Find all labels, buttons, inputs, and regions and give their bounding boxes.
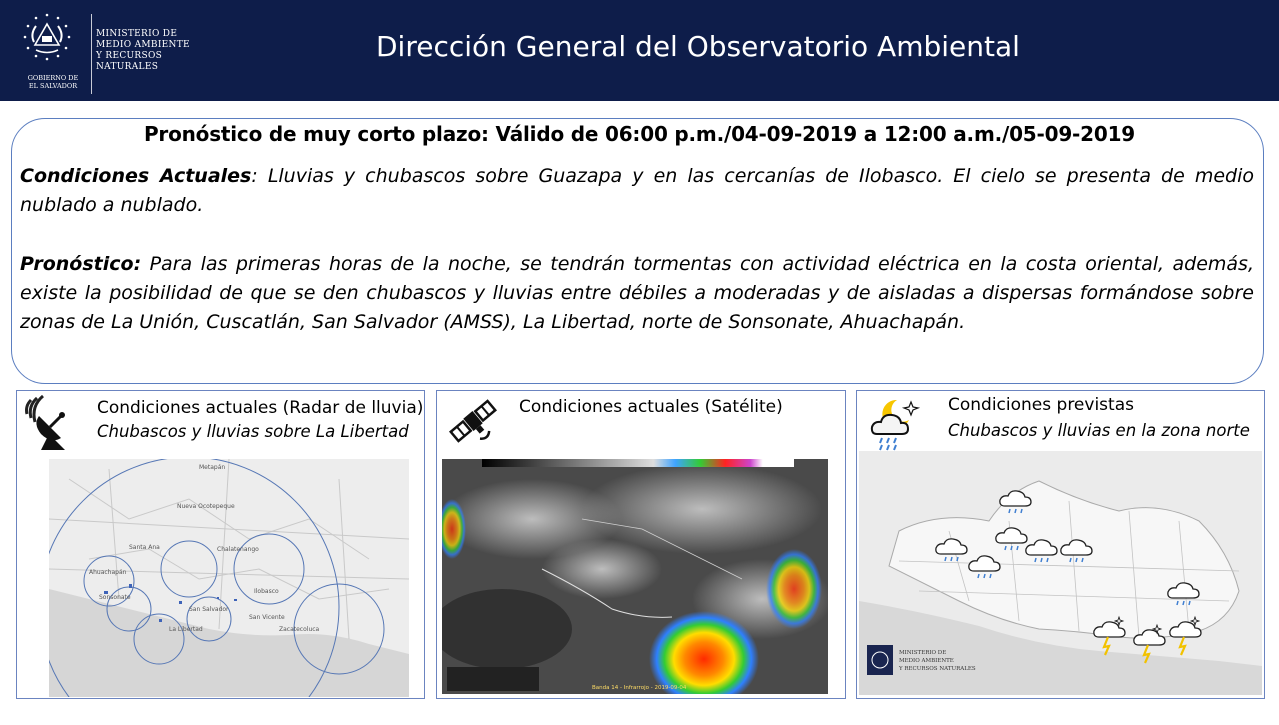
forecast-title: Pronóstico de muy corto plazo: Válido de 06:00 p.m./04-09-2019 a 12:00 a.m./05-09-2019 [143, 122, 1136, 146]
expected-panel-subtitle: Chubascos y lluvias en la zona norte [948, 421, 1250, 440]
radar-map-graphic [49, 459, 409, 697]
satellite-panel-title: Condiciones actuales (Satélite) [519, 397, 783, 417]
header-bar [0, 0, 1279, 101]
radar-panel-title: Condiciones actuales (Radar de lluvia) [97, 398, 424, 418]
satellite-icon [445, 393, 501, 449]
satellite-graphic [442, 459, 828, 694]
ministry-logo-text: Y RECURSOS NATURALES [899, 666, 976, 672]
ministry-name: MINISTERIO DE MEDIO AMBIENTE Y RECURSOS NATURALES [96, 29, 190, 72]
government-label: GOBIERNO DE EL SALVADOR [27, 74, 79, 90]
radar-place-label: Sonsonate [99, 594, 131, 601]
forecast-paragraph [20, 250, 1254, 337]
radar-place-label: Chalatenango [217, 546, 259, 553]
satellite-caption: Banda 14 - Infrarrojo - 2019-09-04 [592, 685, 687, 691]
forecast-label: Pronóstico: [20, 253, 142, 275]
forecast-map-image [859, 451, 1262, 695]
radar-place-label: Ahuachapán [89, 569, 127, 576]
radar-place-label: San Salvador [189, 606, 229, 613]
expected-panel-title: Condiciones previstas [948, 395, 1134, 415]
radar-place-label: Metapán [199, 464, 226, 471]
radar-panel [16, 390, 425, 699]
radar-panel-subtitle: Chubascos y lluvias sobre La Libertad [97, 422, 409, 441]
night-cloud-rain-icon [867, 394, 927, 454]
radar-dish-icon [21, 394, 79, 452]
satellite-panel [436, 390, 846, 699]
current-conditions-label: Condiciones Actuales [20, 165, 252, 187]
forecast-map-graphic [859, 451, 1262, 695]
expected-panel [856, 390, 1265, 699]
bottom-frame [0, 720, 1279, 725]
header-divider [91, 14, 92, 94]
page-title: Dirección General del Observatorio Ambiental [376, 30, 1020, 63]
ministry-logo-text: MINISTERIO DE [899, 650, 947, 656]
satellite-image [442, 459, 828, 694]
radar-place-label: Santa Ana [129, 544, 160, 551]
national-seal-icon [22, 12, 72, 62]
radar-place-label: Nueva Ocotepeque [177, 503, 235, 510]
radar-place-label: San Vicente [249, 614, 285, 621]
radar-place-label: Zacatecoluca [279, 626, 320, 633]
radar-map-image [49, 459, 409, 697]
radar-place-label: Ilobasco [254, 588, 279, 595]
current-conditions-text: : Lluvias y chubascos sobre Guazapa y en las cercanías de Ilobasco. El cielo se presenta de medio nublado a nublado. [20, 165, 1254, 216]
ministry-logo-text: MEDIO AMBIENTE [899, 658, 954, 664]
forecast-text: Para las primeras horas de la noche, se tendrán tormentas con actividad eléctrica en la costa oriental, además, existe la posibilidad de que se den chubascos y lluvias entre débiles a moderadas y de aisladas a dispersas formándose sobre zonas de La Unión, Cuscatlán, San Salvador (AMSS), La Libertad, norte de Sonsonate, Ahuachapán. [20, 253, 1254, 333]
current-conditions-paragraph [20, 162, 1254, 220]
radar-place-label: La Libertad [169, 626, 203, 633]
